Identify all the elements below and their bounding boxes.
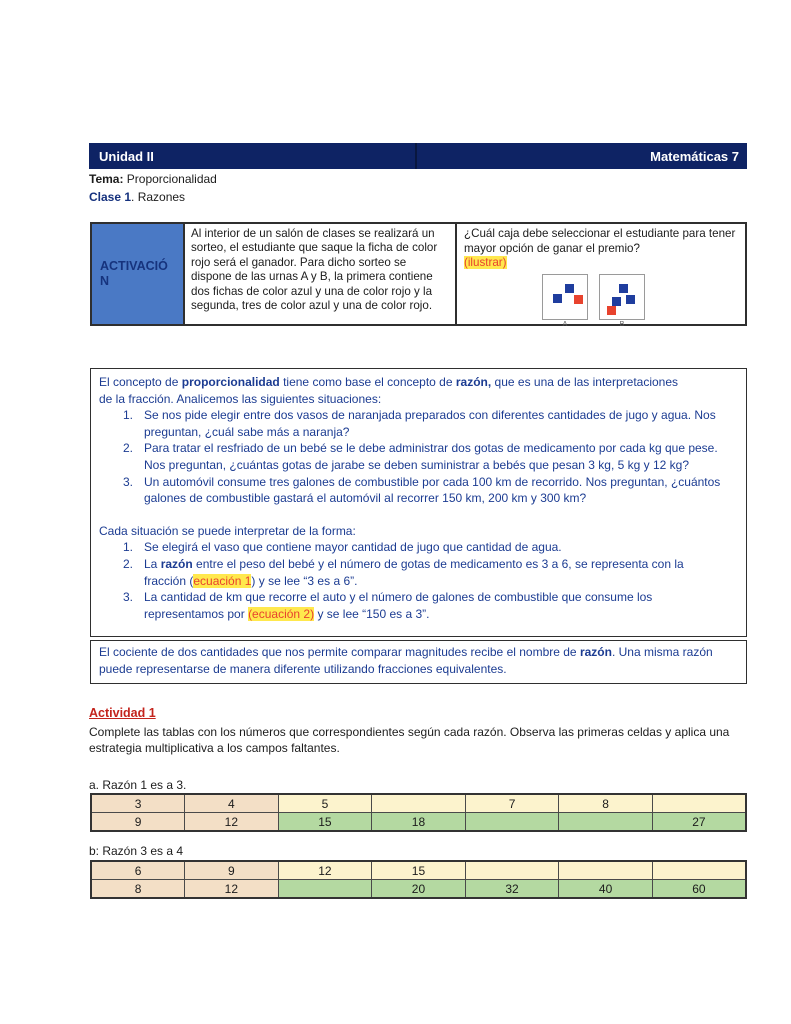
value-cell: 4 [185, 794, 279, 813]
list-number: 1. [123, 408, 134, 423]
chip-square [619, 284, 628, 293]
chip-square [612, 297, 621, 306]
subject-label: Matemáticas 7 [650, 148, 739, 164]
value-cell: 9 [91, 813, 185, 832]
value-cell: 12 [185, 813, 279, 832]
text-segment: ) y se lee “3 es a 6”. [251, 573, 358, 588]
list-number: 3. [123, 590, 134, 605]
value-cell: 15 [372, 861, 466, 880]
activity-title: Actividad 1 [89, 706, 156, 720]
text-segment: razón [160, 556, 193, 571]
value-cell: 18 [372, 813, 466, 832]
list-item [99, 539, 736, 556]
chip-square [626, 295, 635, 304]
ratio-table-b [90, 860, 747, 899]
activation-question-cell [457, 224, 745, 328]
ilustrar-highlight: (ilustrar) [464, 256, 507, 270]
value-cell: 6 [91, 861, 185, 880]
value-cell: 12 [278, 861, 372, 880]
text-segment: Para tratar el resfriado de un bebé se le debe administrar dos gotas de medicamento por cada kg que pese. Nos preguntan, ¿cuántas gotas de jarabe se deben suministrar a bebés que pesan 3 kg, 5 kg y 12 kg? [144, 441, 718, 472]
table-row [91, 813, 746, 832]
empty-fill-cell [652, 861, 746, 880]
clase-label: Clase 1 [89, 190, 132, 204]
tema-line [89, 172, 217, 186]
value-cell: 8 [91, 880, 185, 899]
table-a-caption: a. Razón 1 es a 3. [89, 778, 187, 792]
activity-description: Complete las tablas con los números que correspondientes según cada razón. Observa las primeras celdas y aplica una estrategia multiplicativa a los campos faltantes. [89, 725, 730, 755]
text-segment: La [144, 556, 161, 571]
list-item [99, 440, 736, 473]
clase-value: . Razones [131, 190, 186, 204]
value-cell: 9 [185, 861, 279, 880]
table-row [91, 794, 746, 813]
urn-figure [542, 274, 588, 329]
list-number: 3. [123, 474, 134, 489]
text-segment: entre el peso del bebé y el número de gotas de medicamento es 3 a 6, se representa con la fracción ( [144, 556, 684, 588]
value-cell: 5 [278, 794, 372, 813]
list-item-text [144, 556, 729, 589]
list-item-text [144, 589, 729, 622]
value-cell: 7 [465, 794, 559, 813]
list-item-text [144, 539, 562, 556]
list-item-text [144, 474, 729, 507]
interpretations-list [99, 539, 736, 622]
value-cell: 3 [91, 794, 185, 813]
urn-box-b [599, 274, 645, 320]
empty-fill-cell [559, 861, 653, 880]
empty-fill-cell [372, 794, 466, 813]
text-segment: proporcionalidad [181, 375, 280, 389]
value-cell: 15 [278, 813, 372, 832]
value-cell: 8 [559, 794, 653, 813]
activation-question-text: ¿Cuál caja debe seleccionar el estudiante para tener mayor opción de ganar el premio? [464, 227, 736, 255]
text-segment: razón, [455, 375, 492, 389]
list-number: 1. [123, 540, 134, 555]
urn-figure [599, 274, 645, 329]
text-segment: tiene como base el concepto de [279, 375, 456, 389]
text-segment: Un automóvil consume tres galones de combustible por cada 100 km de recorrido. Nos preguntan, ¿cuántos galones de combustible gastará el automóvil al recorrer 150 km, 200 km y 300 km? [144, 474, 721, 506]
clase-line [89, 190, 185, 204]
text-segment: La cantidad de km que recorre el auto y el número de galones de combustible que consume los representamos por [144, 590, 653, 621]
unit-header-bar [89, 143, 747, 169]
list-item [99, 556, 736, 589]
chip-square [574, 295, 583, 304]
empty-fill-cell [465, 813, 559, 832]
situations-list [99, 407, 736, 507]
interpret-title: Cada situación se puede interpretar de la forma: [99, 523, 356, 538]
table-b-caption: b: Razón 3 es a 4 [89, 844, 184, 858]
value-cell: 27 [652, 813, 746, 832]
list-item [99, 589, 736, 622]
text-segment: razón [579, 645, 612, 659]
unit-label: Unidad II [89, 143, 417, 169]
list-number: 2. [123, 556, 134, 571]
text-segment: Se nos pide elegir entre dos vasos de naranjada preparados con diferentes cantidades de jugo y agua. Nos preguntan, ¿cuál sabe más a naranja? [144, 408, 716, 439]
concept-intro [99, 374, 681, 407]
ratio-table-a [90, 793, 747, 832]
list-number: 2. [123, 441, 134, 456]
tema-value: Proporcionalidad [123, 172, 217, 186]
text-segment: que es una de las interpretaciones de la fracción. Analicemos las siguientes situaciones: [99, 375, 679, 406]
highlighted-text: ecuación 1 [193, 573, 252, 588]
empty-fill-cell [278, 880, 372, 899]
text-segment: El concepto de [99, 375, 182, 389]
list-item-text [144, 407, 729, 440]
highlighted-text: (ecuación 2) [248, 606, 315, 621]
value-cell: 60 [652, 880, 746, 899]
list-item-text [144, 440, 729, 473]
urn-label: B [619, 320, 625, 328]
value-cell: 12 [185, 880, 279, 899]
urn-label: A [562, 320, 568, 328]
empty-fill-cell [652, 794, 746, 813]
text-segment: El cociente de dos cantidades que nos permite comparar magnitudes recibe el nombre de [99, 645, 580, 659]
table-row [91, 880, 746, 899]
urn-box-a [542, 274, 588, 320]
concept-box [90, 368, 747, 637]
empty-fill-cell [465, 861, 559, 880]
activation-table [90, 222, 747, 326]
activation-label-cell [92, 224, 185, 324]
value-cell: 40 [559, 880, 653, 899]
list-item [99, 474, 736, 507]
list-item [99, 407, 736, 440]
razon-note-box [90, 640, 747, 684]
text-segment: y se lee “150 es a 3”. [314, 606, 430, 621]
urns-illustration [542, 274, 739, 329]
value-cell: 32 [465, 880, 559, 899]
tema-label: Tema: [89, 172, 124, 186]
text-segment: . Una misma razón puede representarse de manera diferente utilizando fracciones equivalentes. [99, 645, 713, 676]
activation-label: ACTIVACIÓN [100, 259, 168, 288]
chip-square [607, 306, 616, 315]
chip-square [565, 284, 574, 293]
empty-fill-cell [559, 813, 653, 832]
chip-square [553, 294, 562, 303]
value-cell: 20 [372, 880, 466, 899]
activation-problem-text: Al interior de un salón de clases se realizará un sorteo, el estudiante que saque la ficha de color rojo será el ganador. Para dicho sorteo se dispone de las urnas A y B, la primera contiene dos fichas de color azul y una de color rojo y la segunda, tres de color azul y una de color rojo. [185, 224, 457, 324]
table-row [91, 861, 746, 880]
text-segment: Se elegirá el vaso que contiene mayor cantidad de jugo que cantidad de agua. [144, 540, 562, 555]
